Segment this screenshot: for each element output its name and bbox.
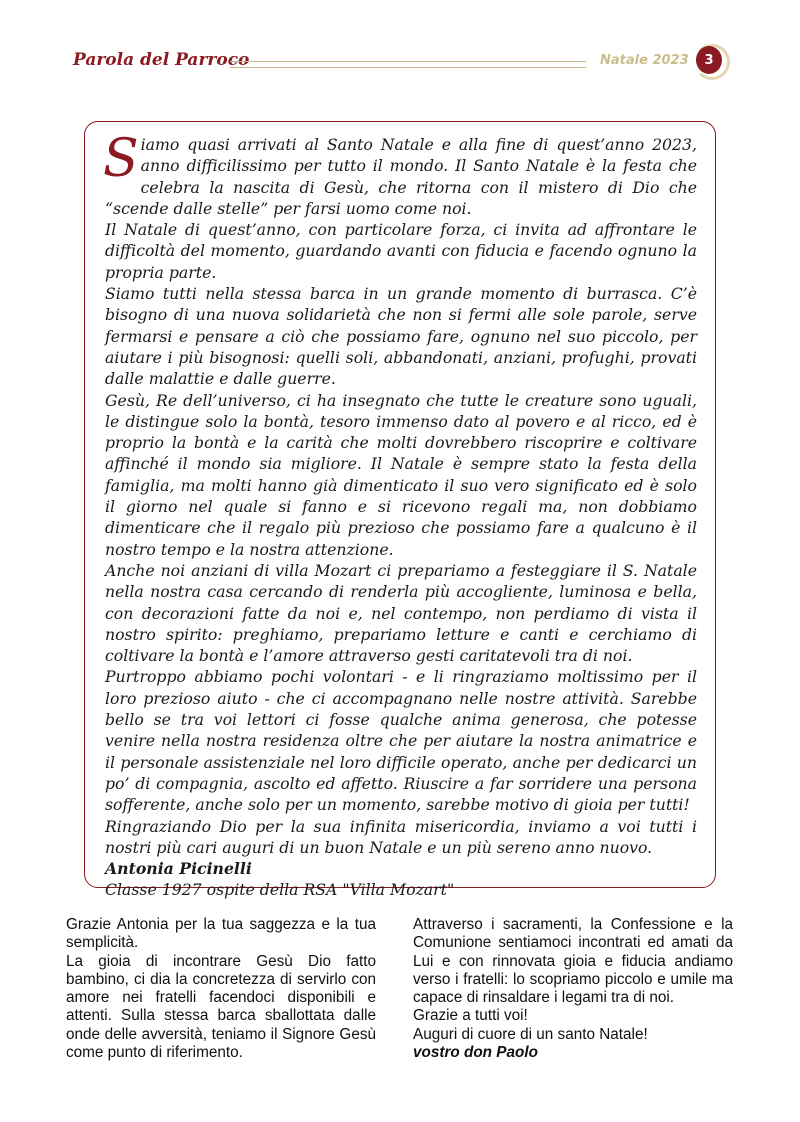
section-title: Parola del Parroco [73,50,250,70]
reply-paragraph: Attraverso i sacramenti, la Confessione e la Comunione sentiamoci incontrati ed amati da Lui e con rinnovata gioia e fiducia andiamo verso i fratelli: lo scopriamo piccolo e umile ma capace di rinsaldare i legami tra di noi. [413,916,733,1007]
letter-paragraph [103,129,697,219]
reply-paragraph: Grazie Antonia per la tua saggezza e la tua semplicità. [66,916,376,952]
letter-paragraph: Anche noi anziani di villa Mozart ci prepariamo a festeggiare il S. Natale nella nostra casa cercando di renderla più accogliente, luminosa e bella, con decorazioni fatte da noi e, nel contempo, non perdiamo di vista il nostro spirito: preghiamo, prepariamo letture e canti e cerchiamo di coltivare la bontà e l’amore attraverso gesti caritatevoli tra di noi. [105,560,697,666]
letter-paragraph: Il Natale di quest’anno, con particolare forza, ci invita ad affrontare le difficoltà del momento, guardando avanti con fiducia e facendo ognuno la propria parte. [105,220,697,282]
letter-paragraph-text: iamo quasi arrivati al Santo Natale e alla fine di quest’anno 2023, anno difficilissimo per tutto il mondo. Il Santo Natale è la festa che celebra la nascita di Gesù, che ritorna con il mistero di Dio che “scende dalle stelle” per farsi uomo come noi. [105,135,697,218]
reply-paragraph: Grazie a tutti voi! [413,1007,528,1025]
letter-box [84,121,716,900]
header-divider [230,61,586,68]
letter-paragraph: Ringraziando Dio per la sua infinita misericordia, inviamo a voi tutti i nostri più cari auguri di un buon Natale e un più sereno anno nuovo. [105,816,697,857]
issue-label: Natale 2023 [600,53,689,68]
reply-paragraph: La gioia di incontrare Gesù Dio fatto bambino, ci dia la concretezza di servirlo con amore nei fratelli facendoci disponibili e attenti. Sulla stessa barca sballottata dalle onde delle avversità, teniamo il Signore Gesù come punto di riferimento. [66,952,376,1062]
letter-paragraph: Gesù, Re dell’universo, ci ha insegnato che tutte le creature sono uguali, le distingue solo la bontà, tesoro immenso dato al povero e al ricco, ed è proprio la bontà e la carità che molti dovrebbero riscoprire e coltivare affinché il mondo sia migliore. Il Natale è sempre stato la festa della famiglia, ma molti hanno già dimenticato il suo vero significato ed è solo il giorno nel quale si fanno e si ricevono regali ma, non dobbiamo dimenticare che il regalo più prezioso che possiamo fare a qualcuno è il nostro tempo e la nostra attenzione. [105,390,697,559]
page-number: 3 [696,46,722,74]
drop-cap: S [103,129,139,189]
sign-off: vostro don Paolo [413,1044,538,1062]
reply-column-right [413,916,733,1062]
letter-paragraph: Siamo tutti nella stessa barca in un grande momento di burrasca. C’è bisogno di una nuova solidarietà che non si fermi alle sole parole, serve fermarsi e pensare a ciò che possiamo fare, ognuno nel suo piccolo, per aiutare i più bisognosi: quelli soli, abbandonati, anziani, profughi, provati dalle malattie e dalle guerre. [105,284,697,389]
letter-paragraph: Purtroppo abbiamo pochi volontari - e li ringraziamo moltissimo per il loro prezioso aiuto - che ci accompagnano nelle nostre attività. Sarebbe bello se tra voi lettori ci fosse qualche anima generosa, che potesse venire nella nostra residenza oltre che per aiutare la nostra animatrice e il personale assistenziale nel loro difficile operato, anche per dedicarci un po’ di compagnia, ascolto ed affetto. Riuscire a far sorridere una persona sofferente, anche solo per un momento, sarebbe motivo di gioia per tutti! [105,667,697,815]
signature-name: Antonia Picinelli [105,859,252,879]
reply-paragraph: Auguri di cuore di un santo Natale! [413,1025,648,1043]
signature-role: Classe 1927 ospite della RSA "Villa Mozart" [105,880,455,900]
reply-column-left [66,916,376,1062]
